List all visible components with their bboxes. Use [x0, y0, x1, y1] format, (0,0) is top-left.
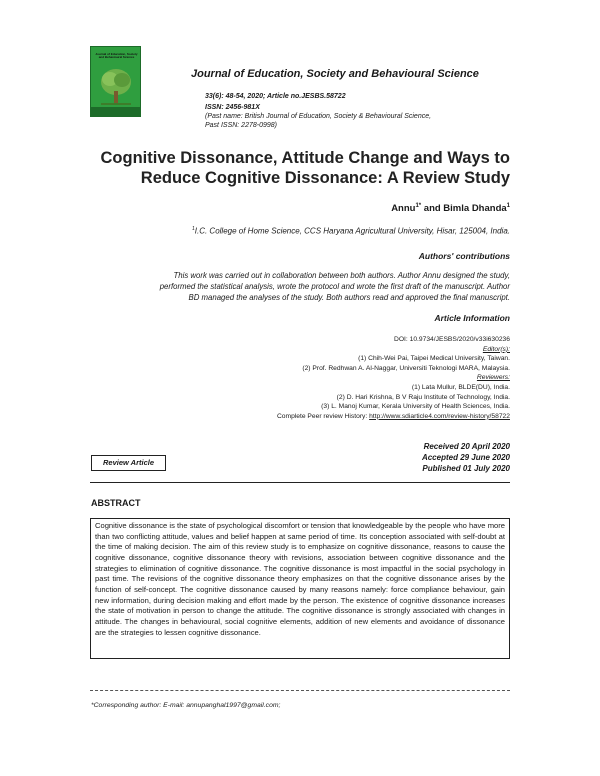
affiliation — [192, 226, 510, 236]
tree-cover-image — [97, 67, 136, 107]
reviewer-entry: (2) D. Hari Krishna, B V Raju Institute of Technology, India. — [336, 393, 510, 401]
abstract-heading: ABSTRACT — [91, 498, 141, 508]
past-issn: Past ISSN: 2278-0998) — [205, 122, 277, 129]
dates-block — [422, 441, 510, 474]
reviewers-label: Reviewers: — [476, 374, 510, 382]
footnote-divider — [90, 690, 510, 691]
paper-title-line2: Reduce Cognitive Dissonance: A Review Study — [140, 169, 510, 187]
contributions-line: This work was carried out in collaboration between both authors. Author Annu designed the study, — [173, 271, 510, 280]
contributions-heading: Authors' contributions — [418, 251, 510, 261]
author-name-2: and Bimla Dhanda — [421, 203, 507, 215]
article-type-box: Review Article — [91, 455, 166, 471]
editors-label: Editor(s): — [482, 345, 510, 353]
paper-title — [60, 148, 510, 188]
issn: ISSN: 2456-981X — [205, 104, 260, 111]
abstract-text: Cognitive dissonance is the state of psychological discomfort or tension that knowledgeable by the people who have more than two conflicting attitude, values and belief happen at same period of time. Its conception associated with self-doubt at the time of making decision. The aim of this review study is to emphasize on cognitive dissonance, reasons to cause the cognitive dissonance, cognitive dissonance theory with revisions, association between cognitive dissonance and the strategies to elimination of cognitive dissonance. The cognitive dissonance is most impactful in the social psychology in past time. The revisions of the cognitive dissonance theory emphasizes on that the cognitive dissonance arises by the function of self-concept. The cognitive dissonance caused by many reasons namely: force compliance behaviour, gain new information, during decision making and effort made by the person. The existence of cognitive dissonance increases the state of motivation in person to change the attitude. The cognitive dissonance is strongly associated with changes in attitude. The changes in behavioural, social cognitive elements, addition of new elements and avoidance of dissonance are the strategies to lessen cognitive dissonance. — [90, 518, 510, 659]
author-superscript: 1* — [415, 203, 422, 209]
journal-title: Journal of Education, Society and Behavioural Science — [191, 68, 479, 80]
review-history — [277, 412, 510, 422]
article-info-heading: Article Information — [434, 313, 510, 323]
editor-entry: (2) Prof. Redhwan A. Al-Naggar, Universiti Teknologi MARA, Malaysia. — [302, 364, 510, 372]
published-date: Published 01 July 2020 — [422, 464, 510, 473]
contributions-text — [90, 270, 510, 303]
article-info-block — [277, 335, 510, 421]
paper-title-line1: Cognitive Dissonance, Attitude Change and Ways to — [100, 149, 510, 167]
review-history-label: Complete Peer review History: — [276, 412, 370, 420]
contributions-line: performed the statistical analysis, wrote the protocol and wrote the first draft of the manuscript. Author — [159, 282, 510, 291]
received-date: Received 20 April 2020 — [423, 442, 510, 451]
cover-band — [91, 107, 140, 116]
author-superscript-2: 1 — [506, 203, 510, 209]
reviewer-entry: (1) Lata Mullur, BLDE(DU), India. — [411, 383, 510, 391]
review-history-link[interactable]: http://www.sdiarticle4.com/review-history/58722 — [369, 412, 510, 420]
author-name: Annu — [391, 203, 416, 215]
past-name: (Past name: British Journal of Education, Society & Behavioural Science, — [205, 113, 432, 120]
affiliation-text: I.C. College of Home Science, CCS Haryana Agricultural University, Hisar, 125004, India. — [194, 226, 510, 236]
affiliation-superscript: 1 — [191, 226, 195, 232]
corresponding-author-footnote: *Corresponding author: E-mail: annupanghal1997@gmail.com; — [91, 702, 281, 709]
reviewer-entry: (3) L. Manoj Kumar, Kerala University of Health Sciences, India. — [321, 403, 510, 411]
journal-cover-thumbnail — [90, 46, 141, 117]
contributions-line: BD managed the analyses of the study. Both authors read and approved the final manuscript. — [188, 293, 510, 302]
editor-entry: (1) Chih-Wei Pai, Taipei Medical University, Taiwan. — [358, 355, 510, 363]
accepted-date: Accepted 29 June 2020 — [421, 453, 510, 462]
doi: DOI: 10.9734/JESBS/2020/v33i630236 — [394, 336, 510, 343]
citation: 33(6): 48-54, 2020; Article no.JESBS.58722 — [205, 93, 346, 100]
divider — [90, 482, 510, 483]
cover-title: Journal of Education, Society and Behavioural Science — [95, 52, 138, 60]
authors — [391, 203, 510, 214]
